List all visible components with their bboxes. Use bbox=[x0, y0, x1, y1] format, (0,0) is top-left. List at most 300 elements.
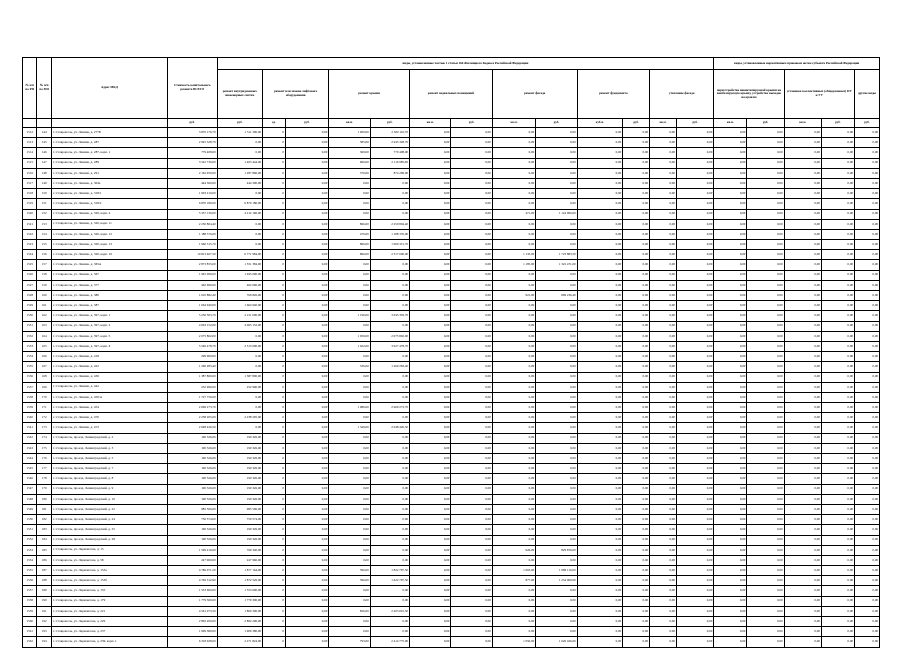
row-lift-cost: 0,00 bbox=[285, 178, 328, 188]
row-number: 1520 bbox=[23, 209, 37, 219]
row-foundation-cost: 0,00 bbox=[623, 606, 650, 616]
row-basement-area: 0,00 bbox=[410, 240, 451, 250]
row-roof-cost: 1 260 283,40 bbox=[370, 362, 409, 372]
row-basement-area: 0,00 bbox=[410, 423, 451, 433]
row-basement-cost: 0,00 bbox=[451, 209, 492, 219]
row-foundation-volume: 0,00 bbox=[577, 382, 623, 392]
row-basement-area: 0,00 bbox=[410, 209, 451, 219]
row-insulation-cost: 0,00 bbox=[676, 270, 713, 280]
row-meters-area: 0,00 bbox=[784, 392, 821, 402]
row-meters-cost: 0,00 bbox=[821, 637, 854, 647]
row-basement-area: 0,00 bbox=[410, 229, 451, 239]
row-facade-cost: 0,00 bbox=[536, 382, 577, 392]
row-foundation-cost: 0,00 bbox=[623, 443, 650, 453]
row-roof-area: 0,00 bbox=[329, 545, 370, 555]
row-roof-cost: 0,00 bbox=[370, 494, 409, 504]
row-lift-cost: 0,00 bbox=[285, 331, 328, 341]
row-facade-cost: 0,00 bbox=[536, 240, 577, 250]
row-foundation-cost: 0,00 bbox=[623, 280, 650, 290]
row-meters-area: 0,00 bbox=[784, 301, 821, 311]
row-lift-cost: 0,00 bbox=[285, 443, 328, 453]
row-meters-cost: 0,00 bbox=[821, 423, 854, 433]
row-roof-area: 0,00 bbox=[329, 270, 370, 280]
row-meters-cost: 0,00 bbox=[821, 189, 854, 199]
row-roof-area: 596,00 bbox=[329, 566, 370, 576]
row-facade-cost: 0,00 bbox=[536, 178, 577, 188]
row-systems-cost: 6 870 180,00 bbox=[217, 199, 263, 209]
row-systems-cost: 1 800 300,00 bbox=[217, 606, 263, 616]
row-mo-number: 149 bbox=[37, 178, 51, 188]
row-facade-area: 877,00 bbox=[492, 576, 535, 586]
row-systems-cost: 190 326,00 bbox=[217, 484, 263, 494]
row-facade-cost: 0,00 bbox=[536, 392, 577, 402]
row-address: г. Ставрополь, ул. Ленина, д. 320, корп. 19 bbox=[51, 250, 167, 260]
row-other-cost: 0,00 bbox=[855, 311, 880, 321]
row-basement-cost: 0,00 bbox=[451, 219, 492, 229]
row-roof-cost: 0,00 bbox=[370, 464, 409, 474]
row-mo-number: 153 bbox=[37, 219, 51, 229]
row-insulation-area: 0,00 bbox=[650, 403, 677, 413]
row-lift-units: 0 bbox=[263, 464, 286, 474]
row-basement-area: 0,00 bbox=[410, 280, 451, 290]
group-federal: виды, установленные частью 1 статьи 166 Жилищного Кодекса Российской Федерации bbox=[217, 58, 714, 70]
row-lift-cost: 0,00 bbox=[285, 606, 328, 616]
row-basement-cost: 0,00 bbox=[451, 352, 492, 362]
row-meters-area: 0,00 bbox=[784, 454, 821, 464]
row-lift-units: 0 bbox=[263, 484, 286, 494]
row-facade-area: 0,00 bbox=[492, 464, 535, 474]
row-roofconv-cost: 0,00 bbox=[747, 586, 784, 596]
row-lift-cost: 0,00 bbox=[285, 280, 328, 290]
row-address: г. Ставрополь, ул. Лермонтова, д. 237 bbox=[51, 627, 167, 637]
row-address: г. Ставрополь, ул. Ленина, д. 320, корп. 11 bbox=[51, 219, 167, 229]
table-row bbox=[23, 280, 880, 290]
row-other-cost: 0,00 bbox=[855, 596, 880, 606]
row-foundation-cost: 0,00 bbox=[623, 474, 650, 484]
row-meters-cost: 0,00 bbox=[821, 168, 854, 178]
row-lift-units: 0 bbox=[263, 362, 286, 372]
row-facade-cost: 0,00 bbox=[536, 229, 577, 239]
row-facade-area: 0,00 bbox=[492, 627, 535, 637]
row-basement-cost: 0,00 bbox=[451, 627, 492, 637]
row-lift-units: 0 bbox=[263, 494, 286, 504]
row-total: 190 326,00 bbox=[167, 443, 217, 453]
row-lift-cost: 0,00 bbox=[285, 148, 328, 158]
row-number: 1519 bbox=[23, 199, 37, 209]
row-meters-area: 0,00 bbox=[784, 311, 821, 321]
row-insulation-area: 0,00 bbox=[650, 341, 677, 351]
row-mo-number: 166 bbox=[37, 352, 51, 362]
row-meters-cost: 0,00 bbox=[821, 566, 854, 576]
row-number: 1536 bbox=[23, 372, 37, 382]
row-total: 985 506,00 bbox=[167, 504, 217, 514]
row-systems-cost: 0,00 bbox=[217, 352, 263, 362]
row-lift-units: 0 bbox=[263, 413, 286, 423]
col-roof-conversion: переустройство невентилируемой крыши на вентилируемую крышу, устройство выходов на кровлю bbox=[714, 70, 784, 119]
row-meters-cost: 0,00 bbox=[821, 474, 854, 484]
row-basement-cost: 0,00 bbox=[451, 301, 492, 311]
row-foundation-cost: 0,00 bbox=[623, 209, 650, 219]
row-basement-cost: 0,00 bbox=[451, 270, 492, 280]
row-meters-cost: 0,00 bbox=[821, 138, 854, 148]
row-foundation-volume: 0,00 bbox=[577, 209, 623, 219]
row-number: 1524 bbox=[23, 250, 37, 260]
row-basement-cost: 0,00 bbox=[451, 454, 492, 464]
row-roofconv-area: 0,00 bbox=[714, 260, 747, 270]
row-lift-units: 0 bbox=[263, 270, 286, 280]
row-meters-cost: 0,00 bbox=[821, 341, 854, 351]
table-row bbox=[23, 362, 880, 372]
unit: руб. bbox=[451, 119, 492, 128]
row-address: г. Ставрополь, ул. Ленина, д. 442 bbox=[51, 382, 167, 392]
row-facade-cost: 0,00 bbox=[536, 311, 577, 321]
row-number: 1562 bbox=[23, 637, 37, 647]
row-meters-area: 0,00 bbox=[784, 474, 821, 484]
row-other-cost: 0,00 bbox=[855, 403, 880, 413]
row-roof-cost: 0,00 bbox=[370, 280, 409, 290]
table-row bbox=[23, 178, 880, 188]
row-roof-cost: 0,00 bbox=[370, 504, 409, 514]
row-foundation-cost: 0,00 bbox=[623, 291, 650, 301]
row-systems-cost: 1 387 800,00 bbox=[217, 372, 263, 382]
row-address: г. Ставрополь, проезд. Ленинградский, д. 10 bbox=[51, 494, 167, 504]
row-address: г. Ставрополь, ул. Ленина, д. 377 bbox=[51, 280, 167, 290]
row-meters-cost: 0,00 bbox=[821, 209, 854, 219]
row-insulation-area: 0,00 bbox=[650, 586, 677, 596]
row-facade-area: 1 135,00 bbox=[492, 250, 535, 260]
row-total: 779 408,00 bbox=[167, 148, 217, 158]
row-total: 1 610 882,40 bbox=[167, 291, 217, 301]
row-roof-area: 866,00 bbox=[329, 219, 370, 229]
row-roof-cost: 0,00 bbox=[370, 291, 409, 301]
row-mo-number: 182 bbox=[37, 515, 51, 525]
row-lift-cost: 0,00 bbox=[285, 219, 328, 229]
row-mo-number: 163 bbox=[37, 321, 51, 331]
row-mo-number: 162 bbox=[37, 311, 51, 321]
table-row bbox=[23, 148, 880, 158]
row-facade-area: 0,00 bbox=[492, 301, 535, 311]
row-number: 1522 bbox=[23, 229, 37, 239]
table-row bbox=[23, 454, 880, 464]
row-meters-cost: 0,00 bbox=[821, 545, 854, 555]
row-facade-cost: 869 236,40 bbox=[536, 291, 577, 301]
row-address: г. Ставрополь, ул. Лермонтова, д. 15 bbox=[51, 545, 167, 555]
unit: руб. bbox=[167, 119, 217, 128]
row-roof-cost: 0,00 bbox=[370, 189, 409, 199]
row-foundation-cost: 0,00 bbox=[623, 372, 650, 382]
row-roof-area: 0,00 bbox=[329, 504, 370, 514]
row-insulation-area: 0,00 bbox=[650, 250, 677, 260]
row-basement-cost: 0,00 bbox=[451, 148, 492, 158]
row-facade-cost: 1 322 471,00 bbox=[536, 260, 577, 270]
row-systems-cost: 0,00 bbox=[217, 240, 263, 250]
row-insulation-area: 0,00 bbox=[650, 566, 677, 576]
row-facade-area: 1 663,00 bbox=[492, 566, 535, 576]
row-foundation-cost: 0,00 bbox=[623, 454, 650, 464]
row-mo-number: 189 bbox=[37, 586, 51, 596]
row-lift-units: 0 bbox=[263, 454, 286, 464]
row-systems-cost: 247 960,00 bbox=[217, 555, 263, 565]
row-lift-units: 0 bbox=[263, 423, 286, 433]
row-roof-cost: 2 360 116,70 bbox=[370, 128, 409, 138]
row-foundation-cost: 0,00 bbox=[623, 311, 650, 321]
row-insulation-cost: 0,00 bbox=[676, 474, 713, 484]
row-foundation-volume: 0,00 bbox=[577, 576, 623, 586]
row-roofconv-area: 0,00 bbox=[714, 392, 747, 402]
table-row bbox=[23, 311, 880, 321]
row-lift-units: 0 bbox=[263, 219, 286, 229]
row-total: 299 000,00 bbox=[167, 352, 217, 362]
row-systems-cost: 190 326,00 bbox=[217, 535, 263, 545]
row-facade-cost: 0,00 bbox=[536, 474, 577, 484]
row-roofconv-cost: 0,00 bbox=[747, 240, 784, 250]
row-basement-area: 0,00 bbox=[410, 250, 451, 260]
row-address: г. Ставрополь, ул. Ленина, д. 287, корп. 1 bbox=[51, 148, 167, 158]
row-meters-area: 0,00 bbox=[784, 464, 821, 474]
row-insulation-area: 0,00 bbox=[650, 637, 677, 647]
row-basement-cost: 0,00 bbox=[451, 229, 492, 239]
row-total: 6 318 028,00 bbox=[167, 637, 217, 647]
row-meters-area: 0,00 bbox=[784, 168, 821, 178]
row-insulation-cost: 0,00 bbox=[676, 352, 713, 362]
row-insulation-area: 0,00 bbox=[650, 535, 677, 545]
table-row bbox=[23, 372, 880, 382]
row-meters-area: 0,00 bbox=[784, 250, 821, 260]
row-basement-area: 0,00 bbox=[410, 341, 451, 351]
row-facade-cost: 0,00 bbox=[536, 515, 577, 525]
row-roofconv-area: 0,00 bbox=[714, 250, 747, 260]
row-roof-cost: 1 622 797,50 bbox=[370, 576, 409, 586]
row-insulation-area: 0,00 bbox=[650, 617, 677, 627]
row-systems-cost: 985 506,00 bbox=[217, 504, 263, 514]
table-row bbox=[23, 627, 880, 637]
row-meters-cost: 0,00 bbox=[821, 331, 854, 341]
row-lift-units: 0 bbox=[263, 443, 286, 453]
row-basement-cost: 0,00 bbox=[451, 515, 492, 525]
row-address: г. Ставрополь, проезд. Ленинградский, д. 28 bbox=[51, 535, 167, 545]
row-foundation-volume: 0,00 bbox=[577, 433, 623, 443]
row-roof-cost: 2 317 600,00 bbox=[370, 250, 409, 260]
row-mo-number: 180 bbox=[37, 494, 51, 504]
row-total: 190 326,00 bbox=[167, 494, 217, 504]
row-roofconv-area: 0,00 bbox=[714, 270, 747, 280]
row-facade-cost: 0,00 bbox=[536, 138, 577, 148]
row-roofconv-cost: 0,00 bbox=[747, 413, 784, 423]
row-other-cost: 0,00 bbox=[855, 535, 880, 545]
row-basement-cost: 0,00 bbox=[451, 525, 492, 535]
row-basement-cost: 0,00 bbox=[451, 291, 492, 301]
row-systems-cost: 1 779 300,00 bbox=[217, 596, 263, 606]
row-mo-number: 164 bbox=[37, 331, 51, 341]
row-other-cost: 0,00 bbox=[855, 291, 880, 301]
row-lift-units: 0 bbox=[263, 545, 286, 555]
row-foundation-cost: 0,00 bbox=[623, 464, 650, 474]
row-roof-cost: 0,00 bbox=[370, 545, 409, 555]
row-roofconv-area: 0,00 bbox=[714, 372, 747, 382]
row-roofconv-area: 0,00 bbox=[714, 423, 747, 433]
row-facade-cost: 0,00 bbox=[536, 362, 577, 372]
row-basement-cost: 0,00 bbox=[451, 637, 492, 647]
row-foundation-volume: 0,00 bbox=[577, 168, 623, 178]
row-roof-area: 866,00 bbox=[329, 250, 370, 260]
row-other-cost: 0,00 bbox=[855, 504, 880, 514]
row-meters-cost: 0,00 bbox=[821, 240, 854, 250]
row-foundation-volume: 0,00 bbox=[577, 240, 623, 250]
row-foundation-volume: 0,00 bbox=[577, 586, 623, 596]
row-number: 1555 bbox=[23, 566, 37, 576]
row-number: 1527 bbox=[23, 280, 37, 290]
row-meters-cost: 0,00 bbox=[821, 403, 854, 413]
row-systems-cost: 0,00 bbox=[217, 148, 263, 158]
row-number: 1561 bbox=[23, 627, 37, 637]
row-lift-cost: 0,00 bbox=[285, 229, 328, 239]
row-roofconv-cost: 0,00 bbox=[747, 433, 784, 443]
row-foundation-cost: 0,00 bbox=[623, 403, 650, 413]
row-lift-cost: 0,00 bbox=[285, 372, 328, 382]
row-roofconv-area: 0,00 bbox=[714, 199, 747, 209]
row-facade-area: 0,00 bbox=[492, 199, 535, 209]
row-other-cost: 0,00 bbox=[855, 128, 880, 138]
table-row bbox=[23, 545, 880, 555]
row-roofconv-area: 0,00 bbox=[714, 362, 747, 372]
row-roofconv-cost: 0,00 bbox=[747, 637, 784, 647]
row-total: 1 553 600,00 bbox=[167, 586, 217, 596]
row-lift-cost: 0,00 bbox=[285, 321, 328, 331]
row-roof-area: 0,00 bbox=[329, 515, 370, 525]
row-meters-cost: 0,00 bbox=[821, 627, 854, 637]
row-insulation-cost: 0,00 bbox=[676, 433, 713, 443]
row-meters-area: 0,00 bbox=[784, 504, 821, 514]
row-number: 1534 bbox=[23, 352, 37, 362]
row-number: 1525 bbox=[23, 260, 37, 270]
row-basement-area: 0,00 bbox=[410, 555, 451, 565]
row-total: 1 260 283,40 bbox=[167, 362, 217, 372]
row-meters-area: 0,00 bbox=[784, 321, 821, 331]
row-foundation-volume: 0,00 bbox=[577, 250, 623, 260]
row-insulation-cost: 0,00 bbox=[676, 403, 713, 413]
row-number: 1553 bbox=[23, 545, 37, 555]
row-roofconv-area: 0,00 bbox=[714, 474, 747, 484]
row-lift-cost: 0,00 bbox=[285, 362, 328, 372]
row-facade-cost: 1 254 000,00 bbox=[536, 576, 577, 586]
row-address: г. Ставрополь, ул. Ленина, д. 287 bbox=[51, 138, 167, 148]
row-total: 2 873 855,00 bbox=[167, 260, 217, 270]
row-meters-cost: 0,00 bbox=[821, 433, 854, 443]
row-basement-cost: 0,00 bbox=[451, 586, 492, 596]
row-roofconv-area: 0,00 bbox=[714, 443, 747, 453]
row-total: 2 238 205,00 bbox=[167, 413, 217, 423]
row-mo-number: 148 bbox=[37, 168, 51, 178]
row-total: 1 779 300,00 bbox=[167, 596, 217, 606]
row-insulation-cost: 0,00 bbox=[676, 443, 713, 453]
row-total: 190 326,00 bbox=[167, 525, 217, 535]
row-facade-cost: 0,00 bbox=[536, 525, 577, 535]
row-roof-area: 793,00 bbox=[329, 637, 370, 647]
row-insulation-area: 0,00 bbox=[650, 372, 677, 382]
table-row bbox=[23, 199, 880, 209]
row-basement-cost: 0,00 bbox=[451, 474, 492, 484]
row-insulation-cost: 0,00 bbox=[676, 240, 713, 250]
row-meters-area: 0,00 bbox=[784, 362, 821, 372]
row-other-cost: 0,00 bbox=[855, 566, 880, 576]
row-facade-area: 0,00 bbox=[492, 433, 535, 443]
row-foundation-cost: 0,00 bbox=[623, 382, 650, 392]
row-basement-cost: 0,00 bbox=[451, 250, 492, 260]
row-facade-area: 0,00 bbox=[492, 128, 535, 138]
table-row bbox=[23, 209, 880, 219]
row-mo-number: 175 bbox=[37, 443, 51, 453]
row-number: 1541 bbox=[23, 423, 37, 433]
row-roofconv-area: 0,00 bbox=[714, 637, 747, 647]
row-foundation-cost: 0,00 bbox=[623, 566, 650, 576]
row-number: 1537 bbox=[23, 382, 37, 392]
row-total: 1 903 210,00 bbox=[167, 189, 217, 199]
row-roof-cost: 0,00 bbox=[370, 260, 409, 270]
row-roofconv-area: 0,00 bbox=[714, 535, 747, 545]
row-facade-cost: 0,00 bbox=[536, 494, 577, 504]
row-basement-area: 0,00 bbox=[410, 525, 451, 535]
row-address: г. Ставрополь, ул. Ленина, д. 277Б bbox=[51, 128, 167, 138]
row-number: 1526 bbox=[23, 270, 37, 280]
row-foundation-volume: 0,00 bbox=[577, 280, 623, 290]
row-foundation-volume: 0,00 bbox=[577, 545, 623, 555]
row-roofconv-area: 0,00 bbox=[714, 433, 747, 443]
row-mo-number: 169 bbox=[37, 382, 51, 392]
row-address: г. Ставрополь, ул. Ленина, д. 450/А bbox=[51, 392, 167, 402]
table-row bbox=[23, 291, 880, 301]
row-other-cost: 0,00 bbox=[855, 168, 880, 178]
row-other-cost: 0,00 bbox=[855, 138, 880, 148]
row-foundation-cost: 0,00 bbox=[623, 525, 650, 535]
row-foundation-volume: 0,00 bbox=[577, 403, 623, 413]
col-foundation: ремонт фундамента bbox=[577, 70, 649, 119]
row-systems-cost: 252 990,00 bbox=[217, 382, 263, 392]
row-number: 1530 bbox=[23, 311, 37, 321]
row-systems-cost: 4 212 160,00 bbox=[217, 209, 263, 219]
row-meters-area: 0,00 bbox=[784, 596, 821, 606]
row-basement-cost: 0,00 bbox=[451, 504, 492, 514]
row-facade-area: 1 185,00 bbox=[492, 260, 535, 270]
row-foundation-volume: 0,00 bbox=[577, 627, 623, 637]
row-roof-cost: 0,00 bbox=[370, 433, 409, 443]
row-insulation-cost: 0,00 bbox=[676, 606, 713, 616]
row-meters-area: 0,00 bbox=[784, 403, 821, 413]
row-mo-number: 179 bbox=[37, 484, 51, 494]
row-facade-cost: 0,00 bbox=[536, 454, 577, 464]
row-systems-cost: 6 771 984,00 bbox=[217, 250, 263, 260]
row-other-cost: 0,00 bbox=[855, 392, 880, 402]
row-roof-cost: 779 408,00 bbox=[370, 148, 409, 158]
row-total: 5 337 130,00 bbox=[167, 209, 217, 219]
row-insulation-cost: 0,00 bbox=[676, 494, 713, 504]
row-facade-area: 0,00 bbox=[492, 219, 535, 229]
row-basement-area: 0,00 bbox=[410, 178, 451, 188]
row-roofconv-area: 0,00 bbox=[714, 454, 747, 464]
row-foundation-volume: 0,00 bbox=[577, 270, 623, 280]
row-lift-units: 0 bbox=[263, 311, 286, 321]
row-number: 1538 bbox=[23, 392, 37, 402]
row-lift-cost: 0,00 bbox=[285, 209, 328, 219]
units-row bbox=[23, 119, 880, 128]
row-meters-cost: 0,00 bbox=[821, 606, 854, 616]
row-systems-cost: 1 877 164,00 bbox=[217, 566, 263, 576]
row-systems-cost: 190 326,00 bbox=[217, 525, 263, 535]
row-meters-cost: 0,00 bbox=[821, 586, 854, 596]
row-facade-cost: 1 086 110,00 bbox=[536, 566, 577, 576]
row-lift-units: 0 bbox=[263, 331, 286, 341]
row-meters-area: 0,00 bbox=[784, 423, 821, 433]
col-insulation: утепление фасада bbox=[650, 70, 714, 119]
